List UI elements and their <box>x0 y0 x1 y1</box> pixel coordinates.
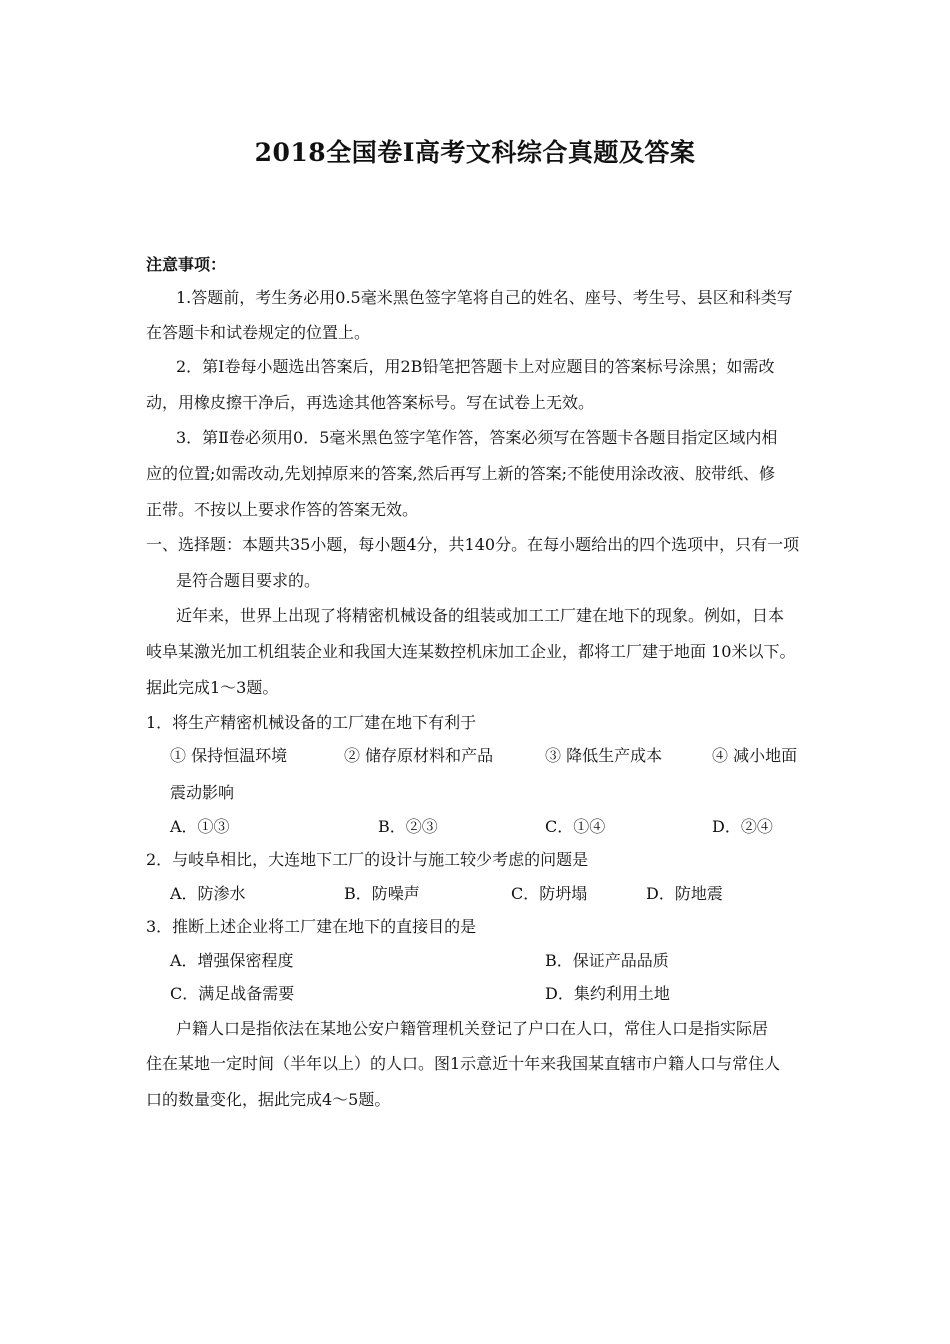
question-1-statement-1: ① 保持恒温环境 <box>170 746 288 765</box>
question-2-option-d: D．防地震 <box>646 884 723 903</box>
section-1-line-1: 一、选择题：本题共35小题，每小题4分，共140分。在每小题给出的四个选项中，只有一项 <box>146 535 800 554</box>
question-1-stem: 1．将生产精密机械设备的工厂建在地下有利于 <box>146 713 477 732</box>
notice-item-2-line-1: 2．第Ⅰ卷每小题选出答案后，用2B铅笔把答题卡上对应题目的答案标号涂黑；如需改 <box>176 357 775 376</box>
notice-item-1-line-2: 在答题卡和试卷规定的位置上。 <box>146 323 371 342</box>
passage-2-line-1: 户籍人口是指依法在某地公安户籍管理机关登记了户口在人口，常住人口是指实际居 <box>176 1019 769 1038</box>
question-3-stem: 3．推断上述企业将工厂建在地下的直接目的是 <box>146 917 477 936</box>
question-1-statement-2: ② 储存原材料和产品 <box>344 746 494 765</box>
notice-item-3-line-1: 3．第Ⅱ卷必须用0．5毫米黑色签字笔作答，答案必须写在答题卡各题目指定区域内相 <box>176 428 778 447</box>
notice-item-1-line-1: 1.答题前，考生务必用0.5毫米黑色签字笔将自己的姓名、座号、考生号、县区和科类写 <box>176 288 793 307</box>
question-1-option-c: C．①④ <box>545 817 606 836</box>
section-1-line-2: 是符合题目要求的。 <box>176 571 321 590</box>
notice-item-3-line-2: 应的位置;如需改动,先划掉原来的答案,然后再写上新的答案;不能使用涂改液、胶带纸、修 <box>146 464 775 483</box>
question-2-option-c: C．防坍塌 <box>511 884 588 903</box>
page-title: 2018全国卷Ⅰ高考文科综合真题及答案 <box>254 138 696 167</box>
question-1-statement-4: ④ 减小地面 <box>712 746 798 765</box>
notice-heading: 注意事项： <box>146 255 227 274</box>
question-1-statement-4-continued: 震动影响 <box>170 783 235 802</box>
question-3-option-d: D．集约利用土地 <box>545 984 670 1003</box>
passage-1-line-1: 近年来，世界上出现了将精密机械设备的组装或加工工厂建在地下的现象。例如，日本 <box>176 606 785 625</box>
question-1-statement-3: ③ 降低生产成本 <box>545 746 663 765</box>
passage-1-line-2: 岐阜某激光加工机组装企业和我国大连某数控机床加工企业，都将工厂建于地面 10米以下。 <box>146 642 796 661</box>
question-3-option-a: A．增强保密程度 <box>170 951 294 970</box>
notice-item-3-line-3: 正带。不按以上要求作答的答案无效。 <box>146 500 419 519</box>
passage-1-line-3: 据此完成1～3题。 <box>146 678 279 697</box>
question-1-option-d: D．②④ <box>712 817 773 836</box>
question-2-option-a: A．防渗水 <box>170 884 246 903</box>
question-2-stem: 2．与岐阜相比，大连地下工厂的设计与施工较少考虑的问题是 <box>146 850 589 869</box>
question-1-option-a: A．①③ <box>170 817 230 836</box>
question-3-option-b: B．保证产品品质 <box>545 951 669 970</box>
notice-item-2-line-2: 动，用橡皮擦干净后，再选途其他答案标号。写在试卷上无效。 <box>146 393 595 412</box>
passage-2-line-2: 住在某地一定时间（半年以上）的人口。图1示意近十年来我国某直辖市户籍人口与常住人 <box>146 1054 781 1073</box>
question-3-option-c: C．满足战备需要 <box>170 984 295 1003</box>
question-1-option-b: B．②③ <box>378 817 438 836</box>
passage-2-line-3: 口的数量变化，据此完成4～5题。 <box>146 1090 391 1109</box>
question-2-option-b: B．防噪声 <box>344 884 420 903</box>
